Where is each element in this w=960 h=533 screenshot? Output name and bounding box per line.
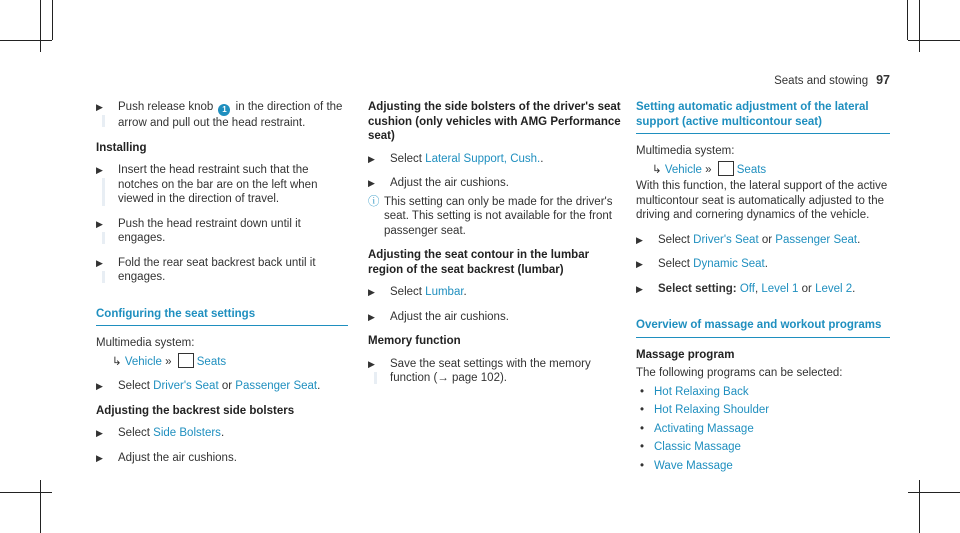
arrow-icon: ▶ [96, 218, 103, 229]
path-seats[interactable]: Seats [196, 355, 227, 368]
crop-mark [52, 0, 53, 40]
step-text: Select setting: [658, 282, 737, 295]
crop-mark [40, 480, 41, 533]
heading-overview: Overview of massage and workout programs [636, 318, 890, 338]
arrow-icon: ▶ [368, 153, 375, 164]
path-arrow-icon: ↳ [112, 355, 122, 368]
arrow-icon: ▶ [96, 452, 103, 463]
path-seats[interactable]: Seats [736, 163, 767, 176]
list-item[interactable]: • Classic Massage [636, 440, 890, 455]
column-1 [96, 100, 348, 475]
path-vehicle[interactable]: Vehicle [664, 163, 702, 176]
crop-mark [908, 492, 960, 493]
step-bar [102, 271, 105, 283]
arrow-icon: ▶ [368, 311, 375, 322]
step: ▶ Select Dynamic Seat. [636, 258, 768, 270]
arrow-icon: ▶ [96, 257, 103, 268]
step-text: or [801, 282, 812, 295]
note [368, 195, 624, 239]
arrow-icon: ▶ [368, 358, 375, 369]
menu-path [96, 353, 348, 370]
heading-massage-program: Massage program [636, 348, 735, 361]
step-text: Select [390, 286, 422, 298]
step-text: or [221, 380, 233, 392]
step-text: Adjust the air cushions. [118, 451, 237, 464]
step-text: Adjust the air cushions. [390, 177, 509, 189]
multimedia-label: Multimedia system: [636, 145, 735, 157]
crop-mark [0, 40, 52, 41]
list-item[interactable]: • Hot Relaxing Shoulder [636, 403, 890, 418]
step-text: Select [390, 152, 422, 165]
passenger-seat-link[interactable]: Passenger Seat [235, 380, 318, 392]
step-text: Select [658, 258, 690, 270]
multimedia-label: Multimedia system: [96, 337, 195, 349]
info-icon: ⓘ [368, 195, 380, 208]
arrow-icon: ▶ [96, 381, 103, 391]
level1-link[interactable]: Level 1 [761, 282, 799, 295]
step-text: Push the head restraint down until it engages. [118, 217, 301, 244]
step-text: Fold the rear seat backrest back until it engages. [118, 256, 316, 283]
lumbar-link[interactable]: Lumbar [425, 286, 464, 298]
step-bar [102, 115, 105, 127]
step-text: Save the seat settings with the memory function (→ page 102). [390, 357, 591, 384]
column-3 [636, 100, 890, 477]
step-text: in the direction of the arrow and pull out the head restraint. [118, 101, 343, 129]
step: ▶ Select Side Bolsters. [96, 427, 225, 439]
crop-mark [919, 0, 920, 52]
list-item[interactable]: • Activating Massage [636, 422, 890, 437]
step: ▶ Select Driver's Seat or Passenger Seat. [96, 380, 321, 392]
crop-mark [908, 40, 960, 41]
step [368, 176, 624, 191]
step-text: Select [118, 427, 150, 439]
arrow-icon: ▶ [96, 102, 103, 112]
side-bolsters-link[interactable]: Side Bolsters [153, 427, 221, 439]
step [96, 163, 348, 207]
path-arrow-icon: ↳ [652, 163, 662, 176]
off-link[interactable]: Off [739, 282, 755, 295]
page-number: 97 [876, 73, 890, 87]
step-text: Select [658, 233, 690, 246]
level2-link[interactable]: Level 2 [815, 282, 853, 295]
heading-backrest-side: Adjusting the backrest side bolsters [96, 404, 295, 417]
following-text: The following programs can be selected: [636, 367, 843, 379]
heading-memory: Memory function [368, 335, 461, 347]
heading-side-cushion: Adjusting the side bolsters of the driver's seat cushion (only vehicles with AMG Performance seat) [368, 101, 621, 142]
heading-lumbar: Adjusting the seat contour in the lumbar region of the seat backrest (lumbar) [368, 249, 590, 276]
seat-icon [718, 161, 734, 176]
step-text: Push release knob [118, 101, 214, 113]
menu-path [636, 161, 890, 178]
step: ▶ Select Driver's Seat or Passenger Seat. [636, 233, 861, 246]
arrow-icon: ▶ [636, 283, 643, 294]
seat-icon [178, 353, 194, 368]
list-item[interactable]: • Hot Relaxing Back [636, 385, 890, 400]
arrow-icon: ▶ [368, 287, 375, 297]
double-chevron-icon: » [705, 163, 712, 176]
path-vehicle[interactable]: Vehicle [124, 355, 162, 368]
heading-installing: Installing [96, 141, 147, 154]
crop-mark [907, 0, 908, 40]
step: ▶ Select Lumbar. [368, 286, 467, 298]
lateral-support-link[interactable]: Lateral Support, Cush. [425, 152, 541, 165]
step [96, 256, 348, 285]
drivers-seat-link[interactable]: Driver's Seat [693, 233, 759, 246]
crop-mark [0, 492, 52, 493]
passenger-seat-link[interactable]: Passenger Seat [775, 233, 858, 246]
drivers-seat-link[interactable]: Driver's Seat [153, 380, 219, 392]
step-text: Insert the head restraint such that the notches on the bar are on the left when viewed in the direction of travel. [118, 164, 318, 205]
step [368, 357, 624, 386]
arrow-icon: ▶ [636, 234, 643, 245]
double-chevron-icon: » [165, 355, 172, 368]
step-text: Select [118, 380, 150, 392]
crop-mark [919, 480, 920, 533]
step: ▶ Select Lateral Support, Cush.. [368, 152, 544, 165]
step: ▶ Select setting: Off, Level 1 or Level 2. [636, 282, 856, 295]
step-bar [102, 232, 105, 244]
step-text: or [761, 233, 773, 246]
callout-1-icon: 1 [218, 104, 230, 116]
column-2 [368, 100, 624, 396]
step [96, 100, 348, 131]
note-text: This setting can only be made for the driver's seat. This setting is not available for the front passenger seat. [384, 195, 613, 237]
step-text: Adjust the air cushions. [390, 310, 509, 323]
arrow-icon: ▶ [96, 428, 103, 438]
arrow-icon: ▶ [96, 165, 103, 175]
crop-mark [40, 0, 41, 52]
heading-auto-adjust: Setting automatic adjustment of the lateral support (active multicontour seat) [636, 100, 890, 134]
step-bar [102, 178, 105, 206]
step-bar [374, 372, 377, 384]
program-list [636, 385, 890, 474]
heading-configuring: Configuring the seat settings [96, 307, 348, 327]
page-header [774, 73, 890, 89]
dynamic-seat-link[interactable]: Dynamic Seat [693, 258, 765, 270]
section-title: Seats and stowing [774, 75, 869, 87]
step [368, 310, 624, 325]
arrow-icon: ▶ [368, 178, 375, 188]
step [96, 217, 348, 246]
description: With this function, the lateral support of the active multicontour seat is automatically adjusted to the driving and cornering dynamics of the vehicle. [636, 180, 888, 221]
arrow-icon: ▶ [636, 259, 643, 269]
list-item[interactable]: • Wave Massage [636, 459, 890, 474]
step [96, 451, 348, 466]
